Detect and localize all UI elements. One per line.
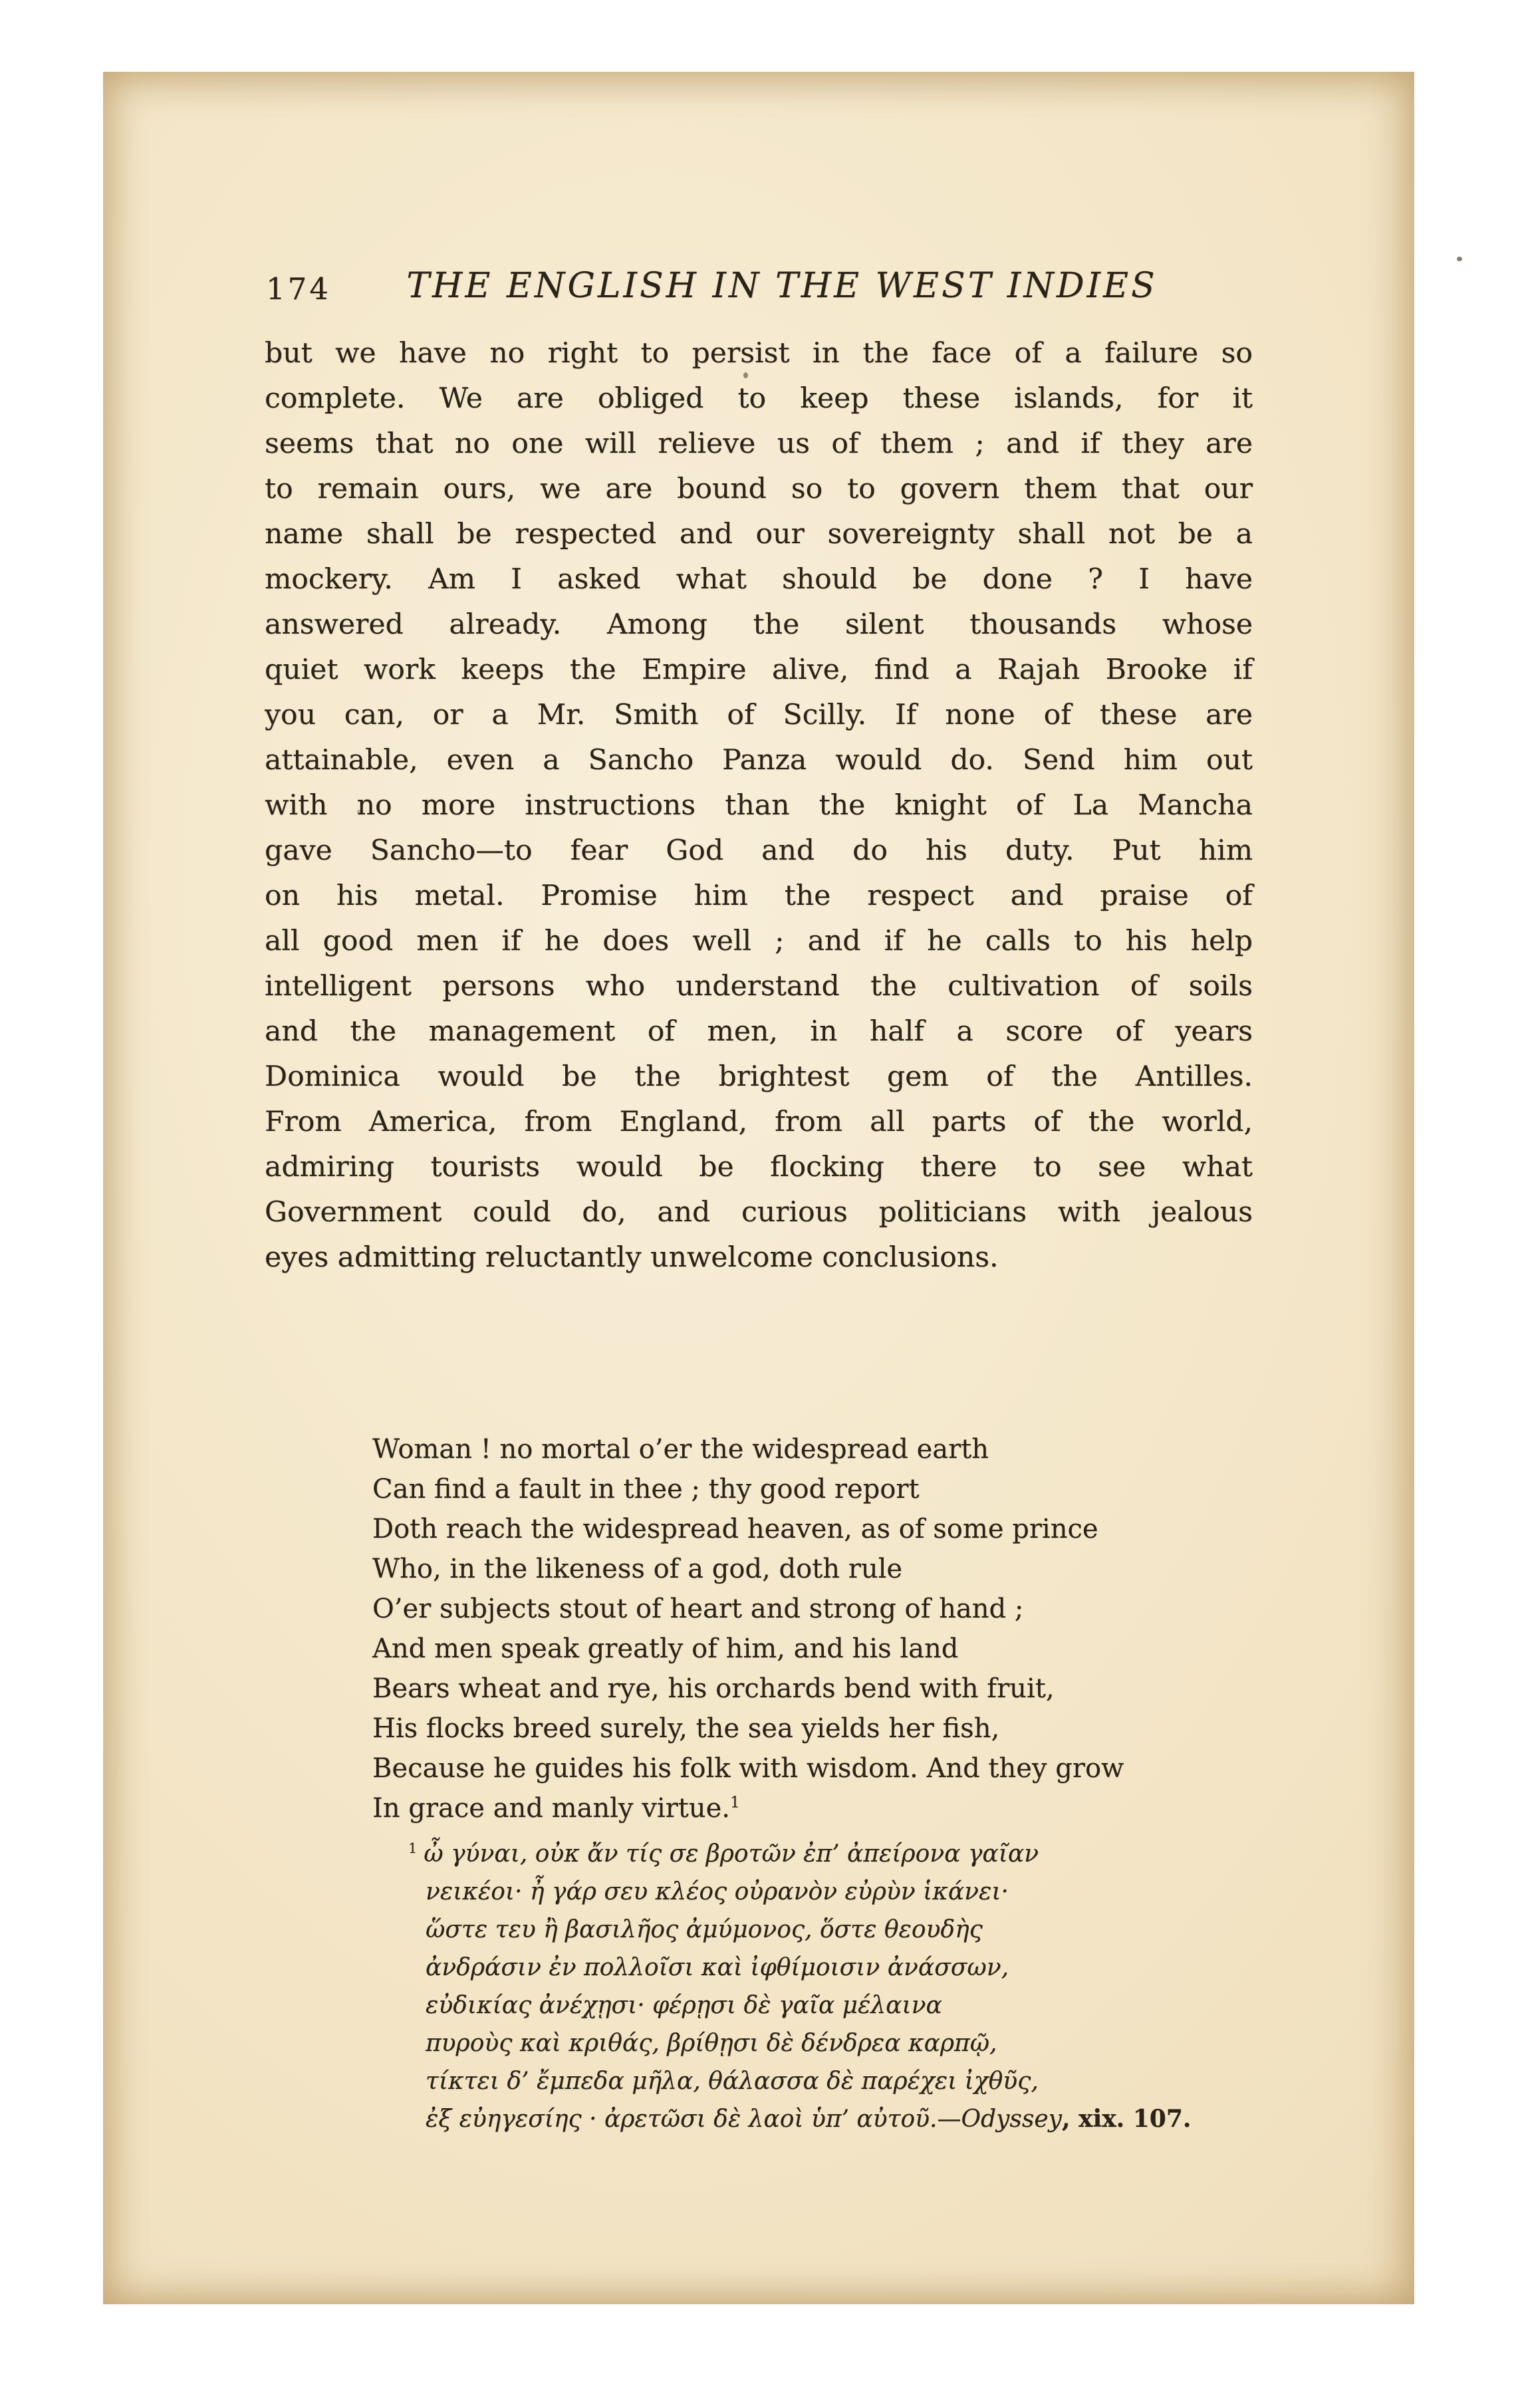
body-line: but we have no right to persist in the face of a failure so [265, 337, 1253, 370]
citation-dash: — [937, 2106, 961, 2133]
body-line: mockery. Am I asked what should be done ? I have [265, 563, 1253, 596]
scan-speck [357, 810, 361, 814]
body-line: From America, from England, from all parts of the world, [265, 1106, 1253, 1138]
book-page-scan [103, 72, 1414, 2304]
body-line: all good men if he does well ; and if he calls to his help [265, 925, 1253, 957]
verse-line: Can find a fault in thee ; thy good report [372, 1474, 920, 1505]
verse-line [372, 1788, 1257, 1828]
footnote-line: τίκτει δ’ ἔμπεδα μῆλα, θάλασσα δὲ παρέχει ἰχθῦς, [426, 2068, 1039, 2095]
body-line: and the management of men, in half a score of years [265, 1015, 1253, 1048]
body-line: name shall be respected and our sovereignty shall not be a [265, 518, 1253, 550]
body-line: answered already. Among the silent thousands whose [265, 608, 1253, 641]
footnote [408, 1835, 1370, 2138]
page-number: 174 [266, 271, 331, 306]
footnote-marker: 1 [408, 1840, 418, 1856]
verse-quotation [372, 1429, 1257, 1828]
body-line: eyes admitting reluctantly unwelcome conclusions. [265, 1241, 999, 1274]
main-paragraph [265, 331, 1253, 1280]
footnote-line: ὥστε τευ ἢ βασιλῆος ἀμύμονος, ὅστε θεουδὴς [426, 1916, 983, 1943]
verse-line: His flocks breed surely, the sea yields her fish, [372, 1713, 1000, 1744]
body-line: gave Sancho—to fear God and do his duty. Put him [265, 834, 1253, 867]
footnote-line: εὐδικίας ἀνέχῃσι· φέρῃσι δὲ γαῖα μέλαινα [426, 1992, 942, 2019]
body-line: admiring tourists would be flocking there to see what [265, 1151, 1253, 1183]
verse-line: Because he guides his folk with wisdom. And they grow [372, 1753, 1124, 1784]
citation-reference: , xix. 107. [1061, 2105, 1192, 2133]
running-title: THE ENGLISH IN THE WEST INDIES [406, 266, 1158, 306]
footnote-greek-text: ἐξ εὐηγεσίης · ἀρετῶσι δὲ λαοὶ ὑπ’ αὐτοῦ. [426, 2106, 938, 2133]
verse-line: Who, in the likeness of a god, doth rule [372, 1554, 903, 1584]
body-line: with no more instructions than the knight of La Mancha [265, 789, 1253, 822]
footnote-greek-text: ὦ γύναι, οὐκ ἄν τίς σε βροτῶν ἐπ’ ἀπείρονα γαῖαν [424, 1840, 1039, 1867]
body-line: attainable, even a Sancho Panza would do. Send him out [265, 744, 1253, 777]
body-line: to remain ours, we are bound so to govern them that our [265, 473, 1253, 505]
footnote-line: νεικέοι· ἦ γάρ σευ κλέος οὐρανὸν εὐρὺν ἱκάνει· [426, 1878, 1009, 1905]
citation-work: Odyssey [961, 2106, 1062, 2133]
footnote-line [426, 2100, 1370, 2138]
scan-speck [1457, 257, 1462, 261]
verse-line: Bears wheat and rye, his orchards bend with fruit, [372, 1673, 1055, 1704]
footnote-line [408, 1835, 1370, 1873]
verse-line-text: In grace and manly virtue. [372, 1793, 730, 1824]
body-line: Government could do, and curious politicians with jealous [265, 1196, 1253, 1229]
page-header [265, 266, 1253, 308]
verse-line: And men speak greatly of him, and his land [372, 1633, 959, 1664]
footnote-reference: 1 [729, 1793, 740, 1812]
body-line: you can, or a Mr. Smith of Scilly. If none of these are [265, 699, 1253, 731]
verse-line: Doth reach the widespread heaven, as of some prince [372, 1514, 1098, 1544]
verse-line: O’er subjects stout of heart and strong of hand ; [372, 1594, 1024, 1624]
footnote-line: πυροὺς καὶ κριθάς, βρίθῃσι δὲ δένδρεα καρπῷ, [426, 2030, 997, 2057]
body-line: quiet work keeps the Empire alive, find a Rajah Brooke if [265, 654, 1253, 686]
footnote-line: ἀνδράσιν ἐν πολλοῖσι καὶ ἰφθίμοισιν ἀνάσσων, [426, 1954, 1009, 1981]
body-line: intelligent persons who understand the cultivation of soils [265, 970, 1253, 1003]
body-line: on his metal. Promise him the respect and praise of [265, 880, 1253, 912]
scan-speck [743, 372, 748, 378]
body-line: Dominica would be the brightest gem of the Antilles. [265, 1060, 1253, 1093]
verse-line: Woman ! no mortal o’er the widespread earth [372, 1434, 989, 1465]
body-line: complete. We are obliged to keep these islands, for it [265, 382, 1253, 415]
body-line: seems that no one will relieve us of them ; and if they are [265, 427, 1253, 460]
